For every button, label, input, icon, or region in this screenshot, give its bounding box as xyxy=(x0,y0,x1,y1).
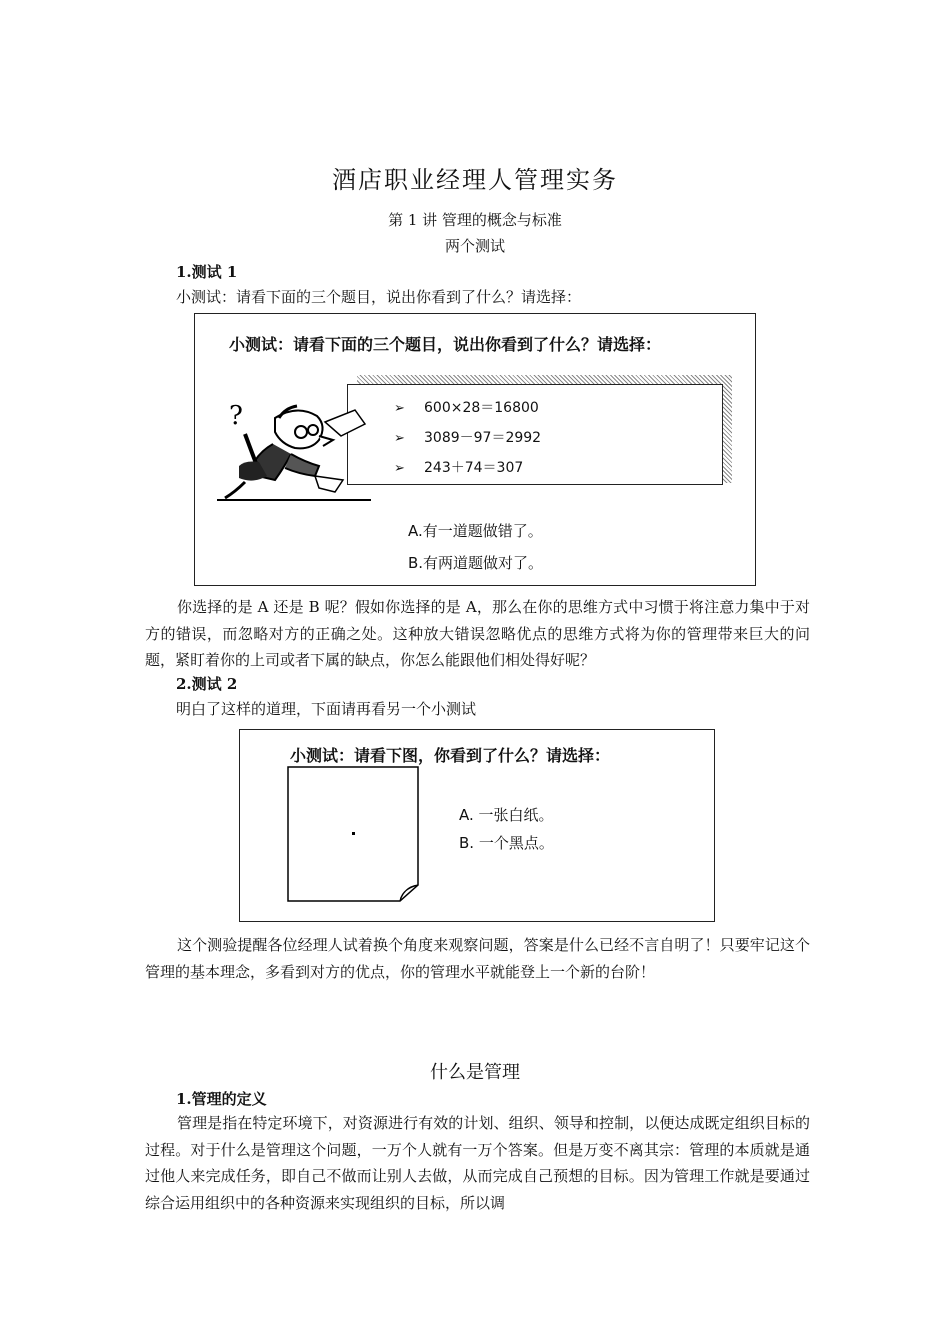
section-title-tests: 两个测试 xyxy=(444,237,505,255)
equation-1: 600×28＝16800 xyxy=(424,400,539,416)
management-definition-body: 管理是指在特定环境下，对资源进行有效的计划、组织、领导和控制，以便达成既定组织目标的过程。对于什么是管理这个问题，一万个人就有一万个答案。但是万变不离其宗：管理的本质就是通过他人来完成任务，即自己不做而让别人去做，从而完成自己预想的目标。因为管理工作就是要通过综合运用组织中的各种资源来实现组织的目标，所以调 xyxy=(145,1114,810,1212)
test2-intro: 明白了这样的道理，下面请再看另一个小测试 xyxy=(176,700,477,718)
equation-box xyxy=(347,384,723,485)
test1-figure xyxy=(194,313,756,586)
test1-heading: 1.测试 1 xyxy=(176,263,238,281)
bullet-icon: ➢ xyxy=(394,431,405,446)
black-dot-icon xyxy=(352,832,355,835)
svg-text:?: ? xyxy=(229,401,243,431)
test1-figure-title: 小测试：请看下面的三个题目，说出你看到了什么？请选择： xyxy=(229,335,662,354)
test2-conclusion: 这个测验提醒各位经理人试着换个角度来观察问题，答案是什么已经不言自明了！只要牢记这个管理的基本理念，多看到对方的优点，你的管理水平就能登上一个新的台阶！ xyxy=(145,936,810,981)
test2-figure xyxy=(239,729,715,922)
white-paper-illustration xyxy=(286,765,422,905)
test2-option-b: B. 一个黑点。 xyxy=(459,834,554,852)
test1-explanation: 你选择的是 A 还是 B 呢？假如你选择的是 A，那么在你的思维方式中习惯于将注意力集中于对方的错误，而忽略对方的正确之处。这种放大错误忽略优点的思维方式将为你的管理带来巨大的问题，紧盯着你的上司或者下属的缺点，你怎么能跟他们相处得好呢？ xyxy=(145,598,810,669)
section-title-management: 什么是管理 xyxy=(430,1062,520,1083)
test1-intro: 小测试：请看下面的三个题目，说出你看到了什么？请选择： xyxy=(176,288,582,306)
test1-option-a: A.有一道题做错了。 xyxy=(408,522,543,540)
thinking-man-illustration xyxy=(215,396,375,511)
equation-3: 243＋74＝307 xyxy=(424,460,524,476)
bullet-icon: ➢ xyxy=(394,401,405,416)
equation-2: 3089－97＝2992 xyxy=(424,430,542,446)
document-title: 酒店职业经理人管理实务 xyxy=(332,166,618,194)
test2-figure-title: 小测试：请看下图，你看到了什么？请选择： xyxy=(290,746,611,765)
management-definition-heading: 1.管理的定义 xyxy=(176,1090,267,1108)
test1-option-b: B.有两道题做对了。 xyxy=(408,554,544,572)
lecture-subtitle: 第 1 讲 管理的概念与标准 xyxy=(388,211,562,229)
test2-heading: 2.测试 2 xyxy=(176,675,238,693)
test2-option-a: A. 一张白纸。 xyxy=(459,806,554,824)
bullet-icon: ➢ xyxy=(394,461,405,476)
